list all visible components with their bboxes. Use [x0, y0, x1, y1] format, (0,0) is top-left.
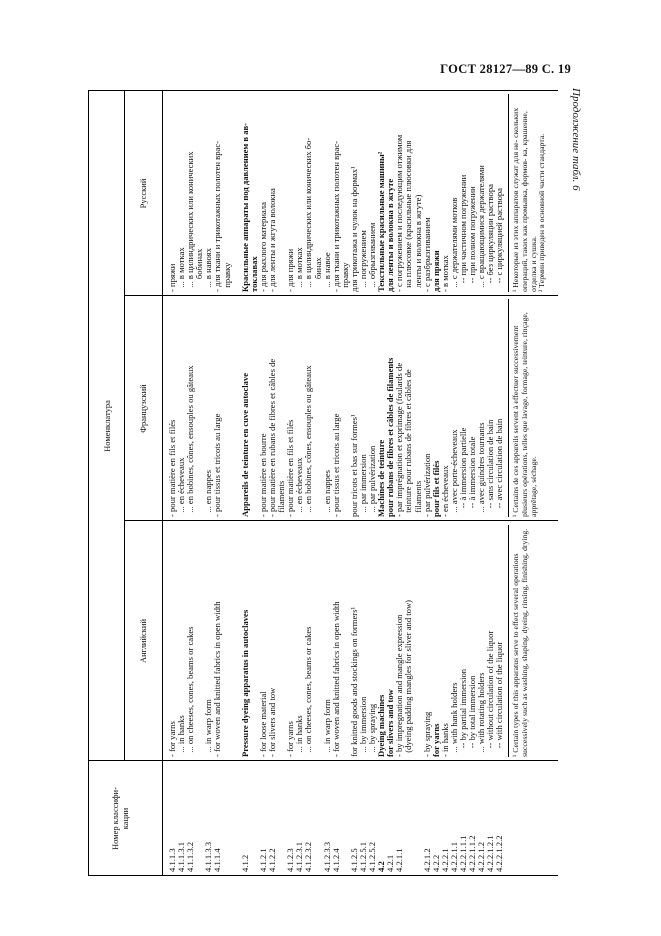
row-russian: -- с циркуляцией раствора — [494, 188, 505, 292]
row-russian: на плюсовке (красильные плюсовки для — [403, 140, 414, 292]
row-english: - for woven and knitted fabrics in open width — [330, 601, 341, 757]
row-english: - in hanks — [439, 723, 450, 757]
row-english: ... in warp form — [321, 699, 332, 757]
row-english: - for loose material — [257, 691, 268, 757]
row-french: - pour tissus et tricots au large — [330, 413, 341, 517]
col-header-french: Французский — [138, 384, 148, 433]
row-english: ... with rotating holders — [476, 672, 487, 757]
row-french: filaments — [276, 480, 287, 517]
column-english — [168, 525, 530, 757]
col-header-russian: Русский — [138, 178, 148, 209]
row-french: -- à immersion totale — [467, 436, 478, 517]
row-french: pour fils et filés — [430, 460, 441, 517]
row-number: 4.2.2.1.2 — [476, 841, 487, 872]
col-header-nomenclature: Номенклатура — [102, 400, 112, 452]
row-russian: для пряжи — [430, 250, 441, 292]
row-russian: Красильные аппараты под давлением в ав- — [239, 123, 250, 292]
row-number: 4.1.2.2 — [267, 848, 278, 872]
row-russian: - с погружением и последующим отжимом — [394, 134, 405, 292]
row-number: 4.1.2.3.2 — [303, 841, 314, 872]
row-french: - pour matière en bourre — [257, 433, 268, 517]
row-french: - par pulvérization — [421, 453, 432, 517]
row-french: -- sans circulation de bain — [485, 419, 496, 517]
row-english: Pressure dyeing apparatus in autoclaves — [239, 609, 250, 757]
row-number: 4.2.1.2 — [421, 848, 432, 872]
row-french: ... avec guindres tournants — [476, 422, 487, 517]
row-number: 4.2.2.1.1.1 — [458, 835, 468, 872]
row-number: 4.1.1.3.1 — [176, 841, 187, 872]
row-number: 4.1.2 — [239, 854, 250, 872]
row-number: 4.2.1.1 — [394, 848, 405, 872]
row-french: ... par pulvérization — [367, 445, 378, 517]
row-french — [223, 299, 232, 517]
row-number: 4.2.2.1.1.2 — [467, 835, 478, 872]
row-russian: для ленты и волокна в жгуте — [385, 178, 396, 292]
row-french: - pour tissus et tricots au large — [212, 413, 223, 517]
row-english: Dyeing machines — [376, 694, 387, 757]
row-english: ... by spraying — [367, 703, 378, 757]
row-french: pour rubans de fibres et câbles de filaments — [385, 357, 396, 517]
row-russian: для трикотажа и чулок на формах¹ — [348, 166, 359, 292]
row-french: ... en nappes — [321, 469, 332, 517]
row-french: teinture pour rubans de fibres et câbles de — [403, 369, 414, 517]
row-french: pour tricots et bas sur formes¹ — [348, 414, 359, 517]
row-number: 4.2.1 — [385, 854, 396, 872]
row-english: - by impregnation and mangle expression — [394, 614, 405, 757]
row-number: 4.1.2.3.3 — [321, 841, 332, 872]
row-russian: ленты и волокна в жгуте) — [412, 194, 423, 292]
row-russian: правку — [339, 262, 350, 292]
row-french: - par imprégnation et exprimage (foulards de — [394, 362, 405, 517]
row-french: - pour matière en fils et filés — [285, 419, 296, 517]
row-number: 4.2.2.1.1 — [448, 841, 459, 872]
row-number: 4.1.2.1 — [257, 848, 268, 872]
row-number: 4.1.1.4 — [212, 848, 223, 872]
row-french: ... en écheveaux — [176, 457, 187, 517]
row-number — [223, 764, 232, 872]
row-russian: - для пряжи — [285, 248, 296, 292]
row-russian: ... в навое — [321, 252, 332, 292]
row-russian: -- без циркуляции раствора — [485, 184, 496, 292]
row-number: 4.1.1.3.2 — [185, 841, 196, 872]
row-number: 4.1.2.4 — [330, 848, 341, 872]
row-english: - for slivers and tow — [267, 687, 278, 757]
row-french: -- avec circulation de bain — [494, 418, 505, 517]
row-french: ... en écheveaux — [294, 457, 305, 517]
row-russian: ... обрызгиванием — [367, 222, 378, 292]
row-russian: - в мотках — [439, 255, 450, 292]
row-russian: - для ленты и жгута волокна — [267, 188, 278, 292]
row-russian: ... в цилиндрических или конических бо- — [303, 137, 314, 292]
row-number: 4.2 — [376, 861, 387, 872]
row-english: ... in hanks — [176, 715, 187, 757]
row-english: - for woven and knitted fabrics in open width — [212, 601, 223, 757]
row-number: 4.1.2.5.1 — [357, 841, 368, 872]
row-russian: правку — [221, 262, 232, 292]
page-header: ГОСТ 28127—89 С. 19 — [440, 62, 571, 76]
row-english: ... on cheeses, cones, beams or cakes — [185, 626, 196, 757]
row-english: for yarns — [430, 723, 441, 757]
row-english: ... by immersion — [357, 696, 368, 757]
row-english: ... in hanks — [294, 715, 305, 757]
row-french: -- à immersion partielle — [458, 427, 468, 517]
row-english: ... on cheeses, cones, beams or cakes — [303, 626, 314, 757]
row-french: filaments — [412, 480, 423, 517]
row-english — [223, 525, 232, 757]
row-french: ... en bobines, cônes, ensouples ou gâteaux — [303, 365, 314, 517]
row-russian: ... в навоях — [203, 248, 214, 292]
row-english: for slivers and tow — [385, 689, 396, 757]
row-russian: бобинах — [194, 248, 205, 292]
row-english: - for yarns — [167, 721, 177, 757]
row-number: 4.2.2 — [430, 854, 441, 872]
column-french — [168, 299, 538, 517]
row-french: Appareils de teinture en cuve autoclave — [239, 372, 250, 517]
footnote-fr: ¹ Certains de ces appareils servent à effectuer successivement plusieurs opérations, telles que lavage, formage, teinture, rinçage, apprêtage, séchage. — [508, 299, 538, 517]
row-french: ... avec porte-écheveaux — [448, 429, 459, 517]
row-russian: ... погружением — [357, 230, 368, 292]
row-french: ... en bobines, cônes, ensouples ou gâteaux — [185, 365, 196, 517]
row-french: Machines de teinture — [376, 439, 387, 517]
row-english: - by spraying — [421, 711, 432, 757]
row-russian: - для ткани и трикотажных полотен врас- — [212, 140, 223, 292]
row-english: -- by partial immersion — [458, 668, 468, 757]
row-english: ... in warp form — [203, 699, 214, 757]
row-russian: - с разбрызгиванием — [421, 217, 432, 292]
row-russian: - для ткани и трикотажных полотен врас- — [330, 140, 341, 292]
footnote-en: ¹ Certain types of this apparatus serve to effect several operations successively such as washing, shaping, dyeing, rinsing, finishing, drying. — [508, 525, 529, 757]
row-english: -- by total immersion — [467, 675, 478, 757]
row-french: - pour matière en fils et filés — [167, 419, 177, 517]
continuation-label: Продолжение табл. 6 — [570, 88, 582, 191]
row-number: 4.1.2.5.2 — [367, 841, 378, 872]
col-header-number: Номер классифи- кации — [110, 787, 130, 850]
row-french: - en écheveaux — [439, 465, 450, 517]
col-header-english: Английский — [138, 618, 148, 664]
row-russian: ... в мотках — [294, 247, 305, 292]
row-russian: -- при частичном погружении — [458, 174, 468, 292]
row-french: ... en nappes — [203, 469, 214, 517]
row-russian: ... в цилиндрических или конических — [185, 151, 196, 292]
row-number: 4.1.2.5 — [348, 848, 359, 872]
row-number: 4.1.2.3 — [285, 848, 296, 872]
row-number: 4.2.2.1.2.2 — [494, 835, 505, 872]
row-number: 4.1.1.3.3 — [203, 841, 214, 872]
row-russian: токлавах — [248, 256, 259, 292]
row-russian: - пряжи — [167, 263, 177, 292]
row-russian: бинах — [312, 257, 323, 292]
footnote-ru: ¹ Некоторые из этих аппаратов служат для не- скольких операций, таких как промывка, формов- ка, крашение, отделка и сушка. ² Термин приведен в основной части стандарта. — [508, 94, 546, 292]
row-russian: ... в мотках — [176, 247, 187, 292]
row-russian: Текстильные красильные машины² — [376, 151, 387, 292]
row-number — [404, 764, 413, 872]
row-french: - pour matière en rubans de fibres et câbles de — [267, 358, 278, 517]
row-english: -- without circulation of the liquor — [485, 630, 496, 757]
row-english: (dyeing padding mangles for sliver and tow) — [403, 599, 414, 757]
row-english: ... with hank holders — [448, 682, 459, 757]
row-russian: ... с держателями мотков — [448, 197, 459, 292]
row-number: 4.2.2.1.2.1 — [485, 835, 496, 872]
row-number: 4.1.1.3 — [167, 848, 177, 872]
row-russian: ... с вращающимися держателями — [476, 165, 487, 292]
column-russian — [168, 94, 547, 292]
row-number: 4.1.2.3.1 — [294, 841, 305, 872]
row-english: - for yarns — [285, 721, 296, 757]
row-french: ... par immersion — [357, 454, 368, 517]
row-english: for knitted goods and stockings on formers¹ — [348, 606, 359, 757]
row-number: 4.2.2.1 — [439, 848, 450, 872]
classification-table — [88, 90, 558, 876]
row-russian: -- при полном погружении — [467, 186, 478, 292]
row-english: -- with circulation of the liquor — [494, 641, 505, 757]
column-number — [168, 764, 504, 872]
row-russian: - для рыхлого материала — [257, 202, 268, 292]
